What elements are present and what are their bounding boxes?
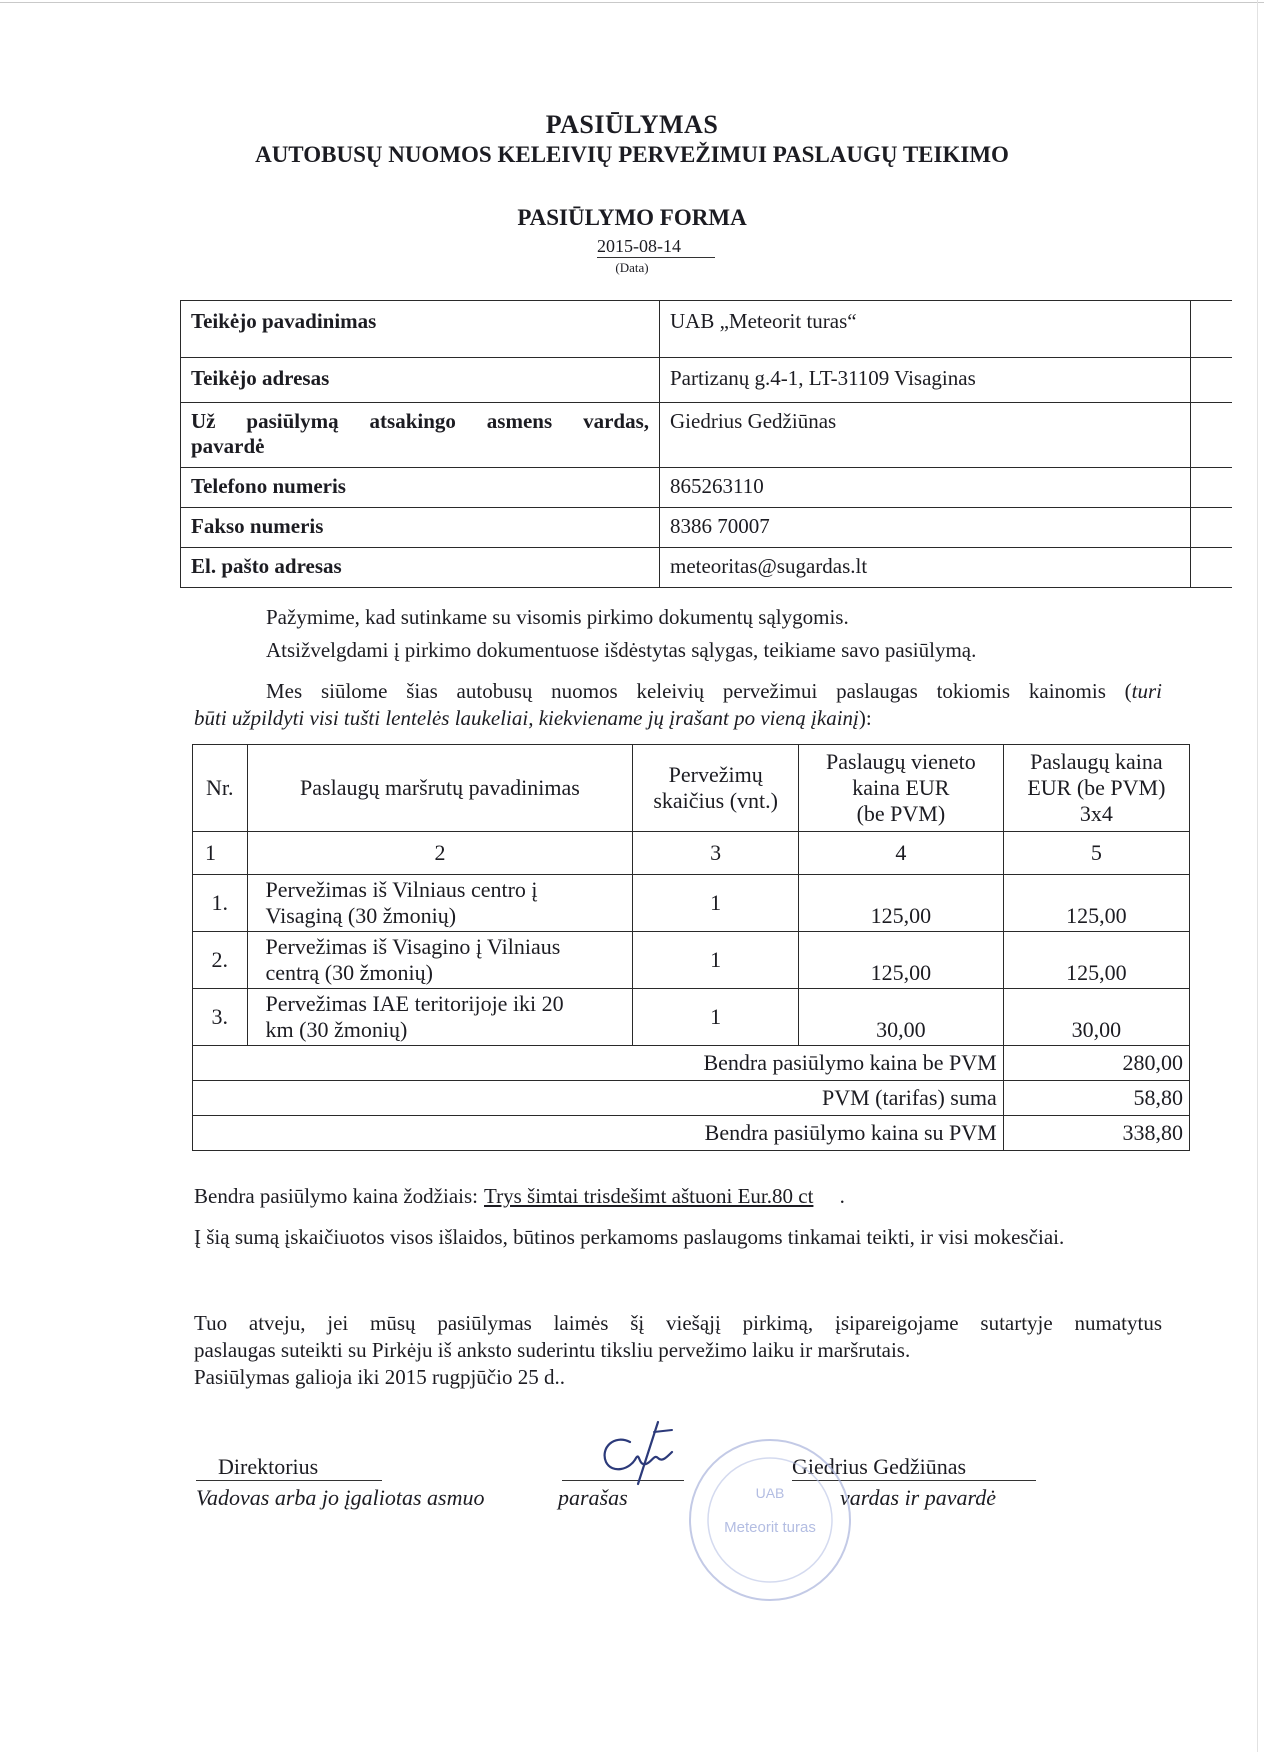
header-line: Paslaugų vieneto (826, 749, 976, 774)
header-unit-price (799, 745, 1004, 832)
column-number: 1 (193, 832, 248, 875)
table-row (193, 989, 1190, 1046)
info-row (181, 301, 1233, 358)
route-line: km (30 žmonių) (265, 1017, 408, 1042)
total-row (193, 1081, 1190, 1116)
date-value: 2015-08-14 (597, 236, 715, 258)
info-row (181, 468, 1233, 508)
info-value: Giedrius Gedžiūnas (660, 403, 1191, 468)
info-key: Fakso numeris (181, 508, 660, 548)
total-price: 125,00 (1003, 932, 1189, 989)
info-key (181, 403, 660, 468)
info-value: Partizanų g.4-1, LT-31109 Visaginas (660, 358, 1191, 403)
total-value: 280,00 (1003, 1046, 1189, 1081)
info-value: 8386 70007 (660, 508, 1191, 548)
total-label: Bendra pasiūlymo kaina be PVM (193, 1046, 1004, 1081)
header-count (633, 745, 799, 832)
total-value: 338,80 (1003, 1116, 1189, 1151)
info-empty-cell (1191, 358, 1233, 403)
price-in-words-tail: . (813, 1184, 845, 1208)
signer-name-caption: vardas ir pavardė (840, 1485, 997, 1510)
total-price: 30,00 (1003, 989, 1189, 1046)
svg-text:UAB: UAB (755, 1485, 785, 1501)
scan-artifact-line (0, 2, 1264, 3)
header-line: Paslaugų kaina (1030, 749, 1163, 774)
header-line: 3x4 (1079, 801, 1113, 826)
document-title: PASIŪLYMAS (545, 110, 719, 139)
signer-role-caption: Vadovas arba jo įgaliotas asmuo (196, 1485, 485, 1510)
total-row (193, 1046, 1190, 1081)
header-nr: Nr. (193, 745, 248, 832)
unit-price: 30,00 (799, 989, 1004, 1046)
signature-caption: parašas (558, 1485, 628, 1510)
column-number: 4 (799, 832, 1004, 875)
route-line: Pervežimas iš Visagino į Vilniaus (265, 934, 561, 959)
row-number: 1. (193, 875, 248, 932)
header-line: EUR (be PVM) (1027, 775, 1166, 800)
column-number: 2 (247, 832, 633, 875)
route-name (247, 932, 633, 989)
route-line: Pervežimas iš Vilniaus centro į (265, 877, 538, 902)
prices-table (192, 744, 1190, 1151)
row-number: 3. (193, 989, 248, 1046)
intro-text: Mes siūlome šias autobusų nuomos keleivių pervežimui paslaugas tokiomis kainomis ( (266, 679, 1132, 703)
trip-count: 1 (633, 932, 799, 989)
route-name (247, 989, 633, 1046)
info-key: Telefono numeris (181, 468, 660, 508)
table-row (193, 932, 1190, 989)
info-empty-cell (1191, 403, 1233, 468)
row-number: 2. (193, 932, 248, 989)
price-in-words-value: Trys šimtai trisdešimt aštuoni Eur.80 ct (484, 1184, 814, 1208)
costs-paragraph: Į šią sumą įskaičiuotos visos išlaidos, būtinos perkamoms paslaugoms tinkamai teikti, ir visi mokesčiai. (194, 1225, 1065, 1249)
offer-paragraph: Atsižvelgdami į pirkimo dokumentuose išdėstytas sąlygas, teikiame savo pasiūlymą. (266, 638, 977, 662)
intro-line (194, 678, 1162, 705)
svg-text:Meteorit turas: Meteorit turas (724, 1519, 816, 1536)
agreement-paragraph: Pažymime, kad sutinkame su visomis pirkimo dokumentų sąlygomis. (266, 605, 849, 629)
info-row (181, 548, 1233, 588)
intro-italic-text: būti užpildyti visi tušti lentelės laukeliai, kiekviename jų įrašant po vieną įkainį (194, 706, 859, 730)
unit-price: 125,00 (799, 932, 1004, 989)
header-name: Paslaugų maršrutų pavadinimas (247, 745, 633, 832)
info-key: Teikėjo pavadinimas (181, 301, 660, 358)
header-total-price (1003, 745, 1189, 832)
trip-count: 1 (633, 875, 799, 932)
signer-role: Direktorius (196, 1454, 382, 1481)
total-label: Bendra pasiūlymo kaina su PVM (193, 1116, 1004, 1151)
signer-name: Giedrius Gedžiūnas (792, 1454, 1036, 1481)
info-empty-cell (1191, 508, 1233, 548)
column-number-row (193, 832, 1190, 875)
prices-intro-paragraph (194, 678, 1162, 732)
column-number: 3 (633, 832, 799, 875)
total-label: PVM (tarifas) suma (193, 1081, 1004, 1116)
info-key: Teikėjo adresas (181, 358, 660, 403)
header-line: skaičius (vnt.) (653, 788, 778, 813)
handwritten-signature-icon (592, 1418, 702, 1488)
info-value: meteoritas@sugardas.lt (660, 548, 1191, 588)
info-row (181, 508, 1233, 548)
header-line: kaina EUR (852, 775, 950, 800)
column-number: 5 (1003, 832, 1189, 875)
route-name (247, 875, 633, 932)
info-key-line: Už pasiūlymą atsakingo asmens vardas, (191, 409, 649, 433)
total-row (193, 1116, 1190, 1151)
date-line (0, 236, 1264, 258)
commitment-paragraph (194, 1310, 1162, 1391)
info-empty-cell (1191, 468, 1233, 508)
commitment-line: Tuo atveju, jei mūsų pasiūlymas laimės šį viešąjį pirkimą, įsipareigojame sutartyje numatytus (194, 1311, 1162, 1335)
trip-count: 1 (633, 989, 799, 1046)
route-line: centrą (30 žmonių) (265, 960, 433, 985)
supplier-info-table (180, 300, 1232, 588)
header-line: Pervežimų (668, 762, 763, 787)
prices-header-row (193, 745, 1190, 832)
company-stamp-icon (686, 1428, 856, 1618)
price-in-words-label: Bendra pasiūlymo kaina žodžiais: (194, 1184, 479, 1208)
info-empty-cell (1191, 548, 1233, 588)
total-value: 58,80 (1003, 1081, 1189, 1116)
info-row (181, 403, 1233, 468)
form-title: PASIŪLYMO FORMA (517, 205, 747, 230)
info-row (181, 358, 1233, 403)
validity-line: Pasiūlymas galioja iki 2015 rugpjūčio 25 d.. (194, 1365, 565, 1389)
table-row (193, 875, 1190, 932)
date-caption: (Data) (615, 260, 649, 275)
info-key: El. pašto adresas (181, 548, 660, 588)
total-price: 125,00 (1003, 875, 1189, 932)
intro-italic-text: turi (1131, 679, 1162, 703)
route-line: Pervežimas IAE teritorijoje iki 20 (265, 991, 564, 1016)
commitment-line: paslaugas suteikti su Pirkėju iš anksto suderintu tiksliu pervežimo laiku ir maršrutais. (194, 1338, 911, 1362)
intro-text: ): (858, 706, 872, 730)
unit-price: 125,00 (799, 875, 1004, 932)
price-in-words (194, 1183, 1162, 1210)
intro-line (194, 705, 1162, 732)
info-key-line: pavardė (191, 434, 265, 458)
route-line: Visaginą (30 žmonių) (265, 903, 457, 928)
header-line: (be PVM) (856, 801, 946, 826)
document-subtitle: AUTOBUSŲ NUOMOS KELEIVIŲ PERVEŽIMUI PASLAUGŲ TEIKIMO (255, 142, 1009, 167)
info-empty-cell (1191, 301, 1233, 358)
info-value: UAB „Meteorit turas“ (660, 301, 1191, 358)
info-value: 865263110 (660, 468, 1191, 508)
